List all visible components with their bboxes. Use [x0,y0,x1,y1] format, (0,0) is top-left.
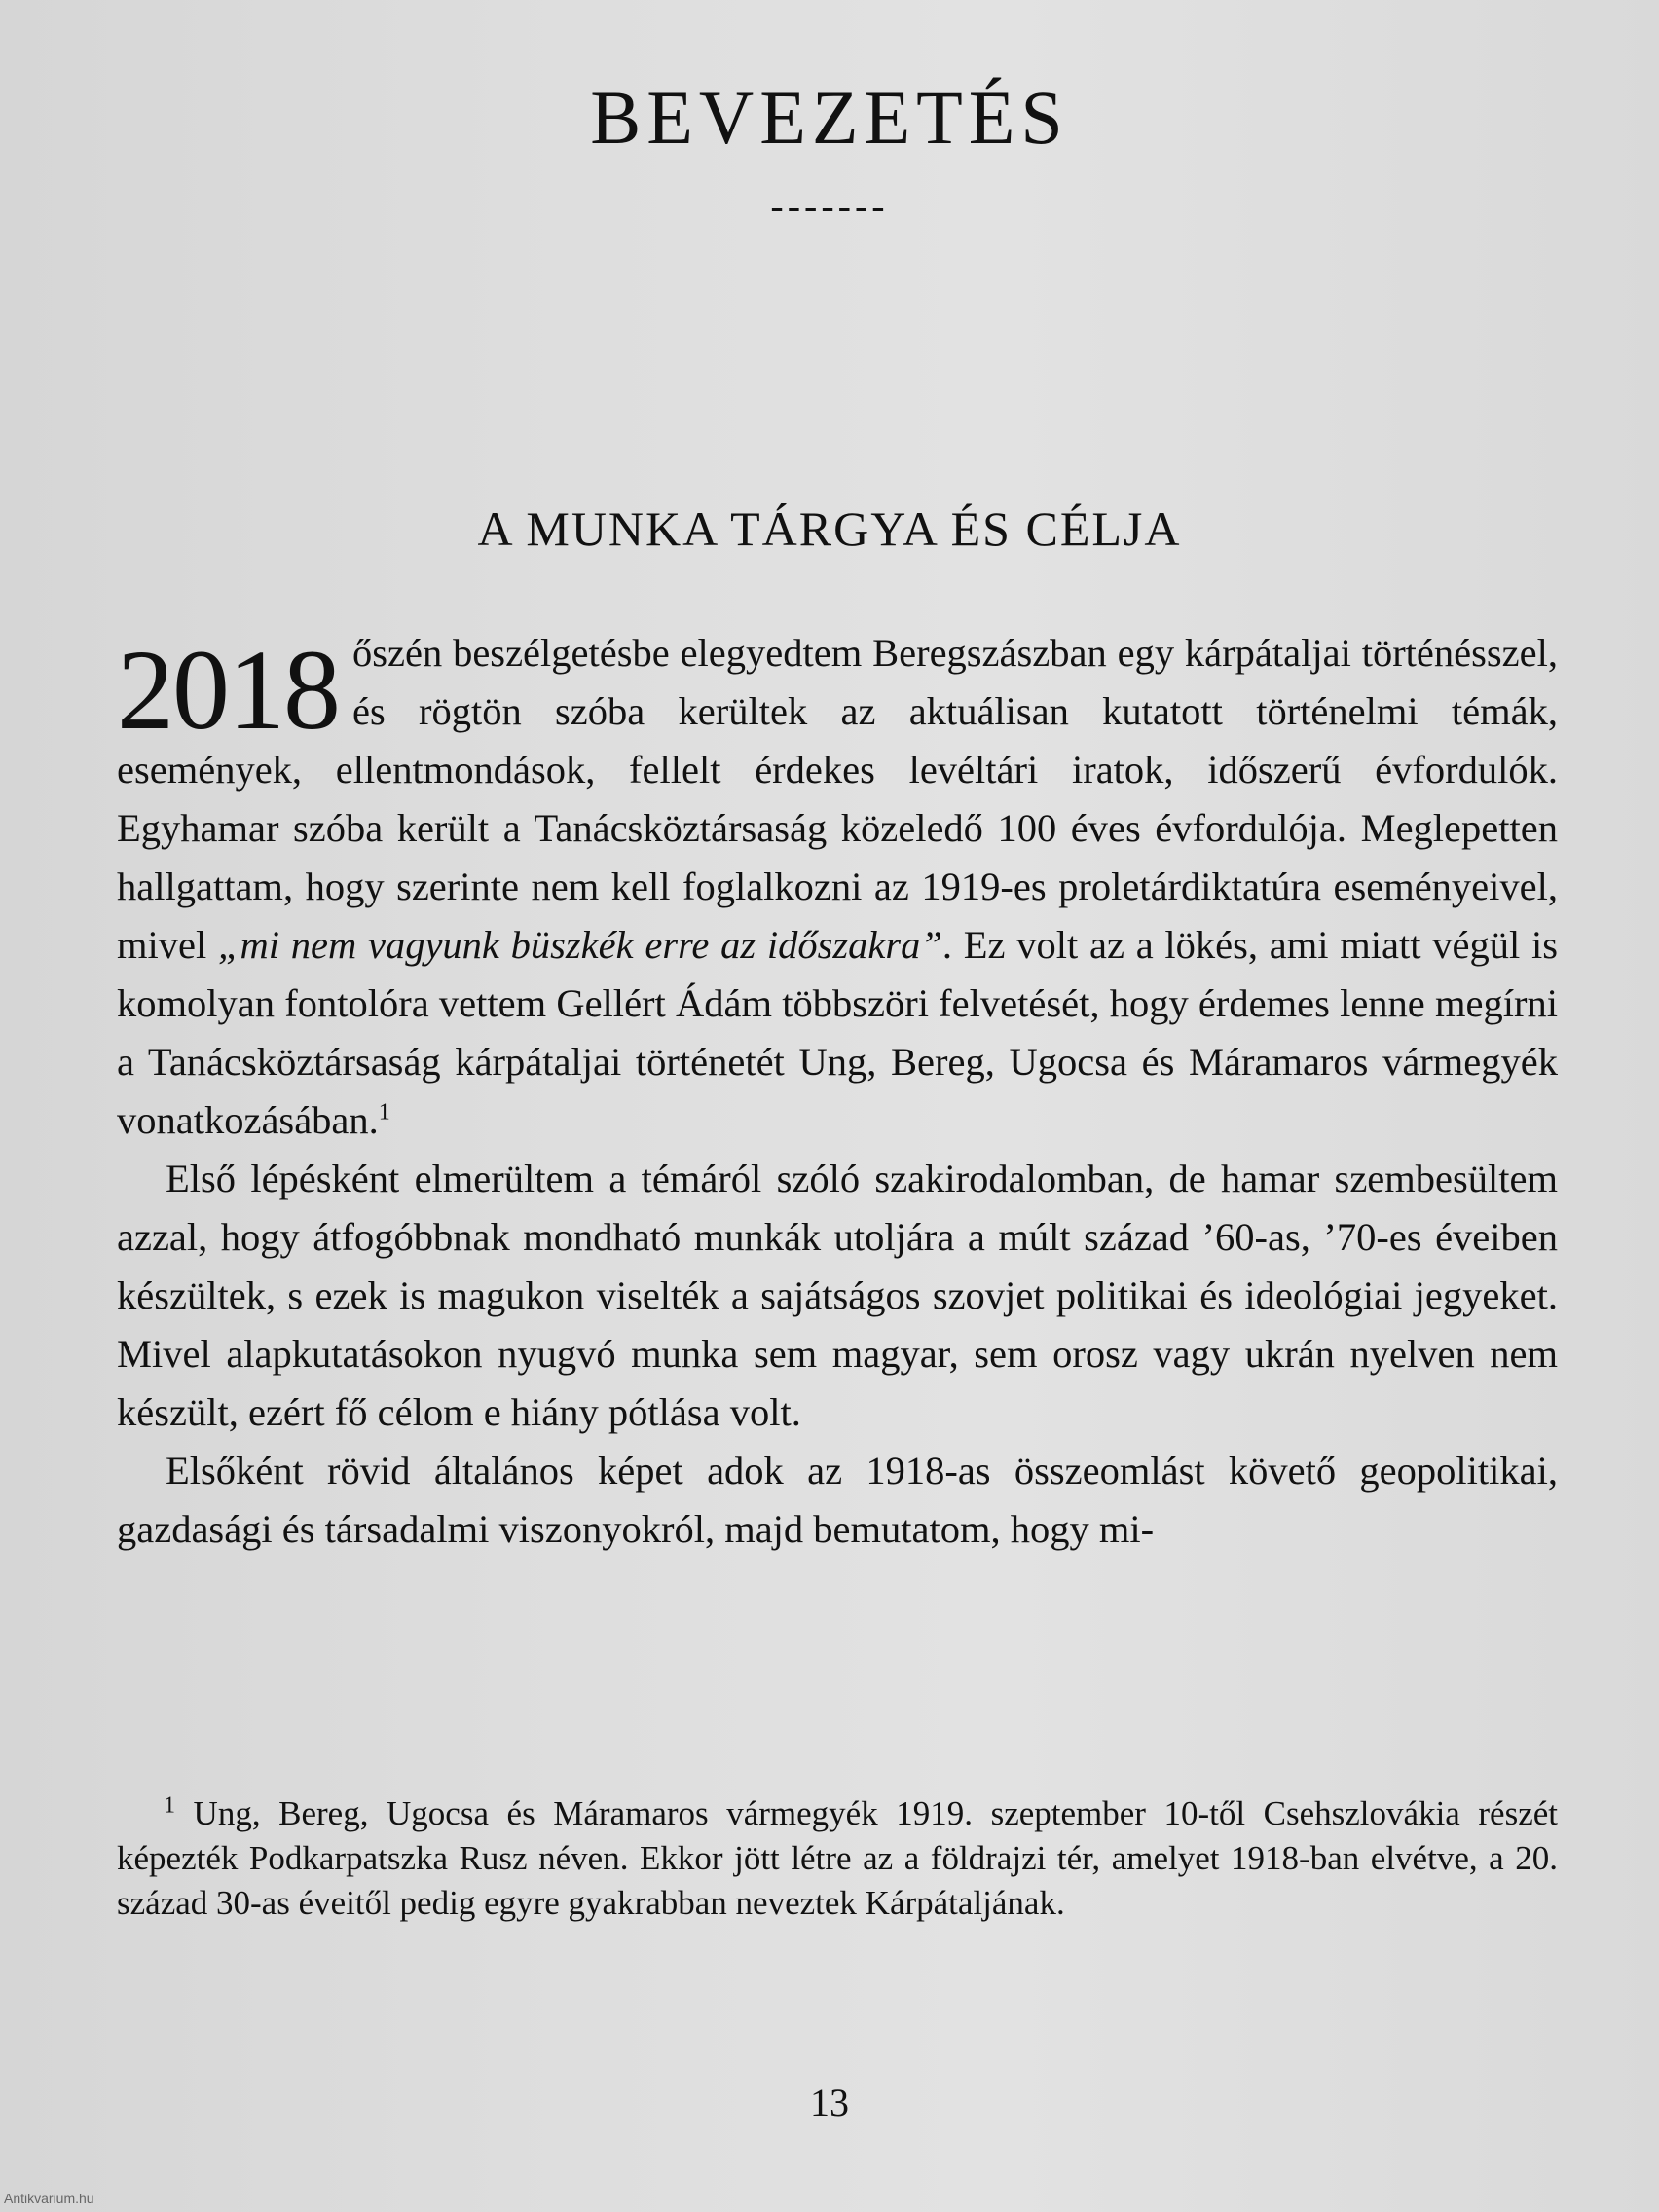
footnote-text: Ung, Bereg, Ugocsa és Máramaros vármegyék 1919. szeptember 10-től Csehszlovákia részét képezték Podkarpatszka Rusz néven. Ekkor jött létre az a földrajzi tér, amelyet 1918-ban elvétve, a 20. század 30-as éveitől pedig egyre gyakrabban neveztek Kárpátaljának. [117,1794,1558,1922]
footnote-paragraph [117,1791,1558,1926]
paragraph-2: Első lépésként elmerültem a témáról szóló szakirodalomban, de hamar szembesültem azzal, hogy átfogóbbnak mondható munkák utoljára a múlt század ’60-as, ’70-es éveiben készültek, s ezek is magukon viselték a sajátságos szovjet politikai és ideológiai jegyeket. Mivel alapkutatásokon nyugvó munka sem magyar, sem orosz vagy ukrán nyelven nem készült, ezért fő célom e hiány pótlása volt. [117,1157,1558,1434]
paragraph-1 [117,624,1558,1150]
paragraph-1-text: őszén beszélgetésbe elegyedtem Beregszászban egy kárpátaljai történésszel, és rögtön szóba kerültek az aktuálisan kutatott történelmi témák, események, ellentmondások, fellelt érdekes levéltári iratok, időszerű évfordulók. Egyhamar szóba került a Tanácsköztársaság közeledő 100 éves évfordulója. Meglepetten hallgattam, hogy szerinte nem kell foglalkozni az 1919-es proletárdiktatúra eseményeivel, mivel [117,631,1558,967]
paragraph-1-text-end: . Ez volt az a lökés, ami miatt végül is komolyan fontolóra vettem Gellért Ádám többszöri felvetését, hogy érdemes lenne megírni a Tanácsköztársaság kárpátaljai történetét Ung, Bereg, Ugocsa és Máramaros vármegyék vonatkozásában. [117,923,1558,1142]
dropcap-year: 2018 [117,626,339,754]
quote-italic: „mi nem vagyunk büszkék erre az időszakra” [217,923,942,967]
footnote-reference: 1 [378,1099,390,1125]
body-text [117,624,1558,1559]
watermark: Antikvarium.hu [4,2191,94,2206]
footnote [117,1791,1558,1926]
section-title: A MUNKA TÁRGYA ÉS CÉLJA [477,501,1182,556]
title-divider: ------- [770,184,889,228]
chapter-title: BEVEZETÉS [590,75,1069,160]
page-number: 13 [810,2081,849,2124]
footnote-marker: 1 [164,1792,175,1819]
paragraph-3: Elsőként rövid általános képet adok az 1918-as összeomlást követő geopolitikai, gazdasági és társadalmi viszonyokról, majd bemutatom, hogy mi- [117,1449,1558,1551]
